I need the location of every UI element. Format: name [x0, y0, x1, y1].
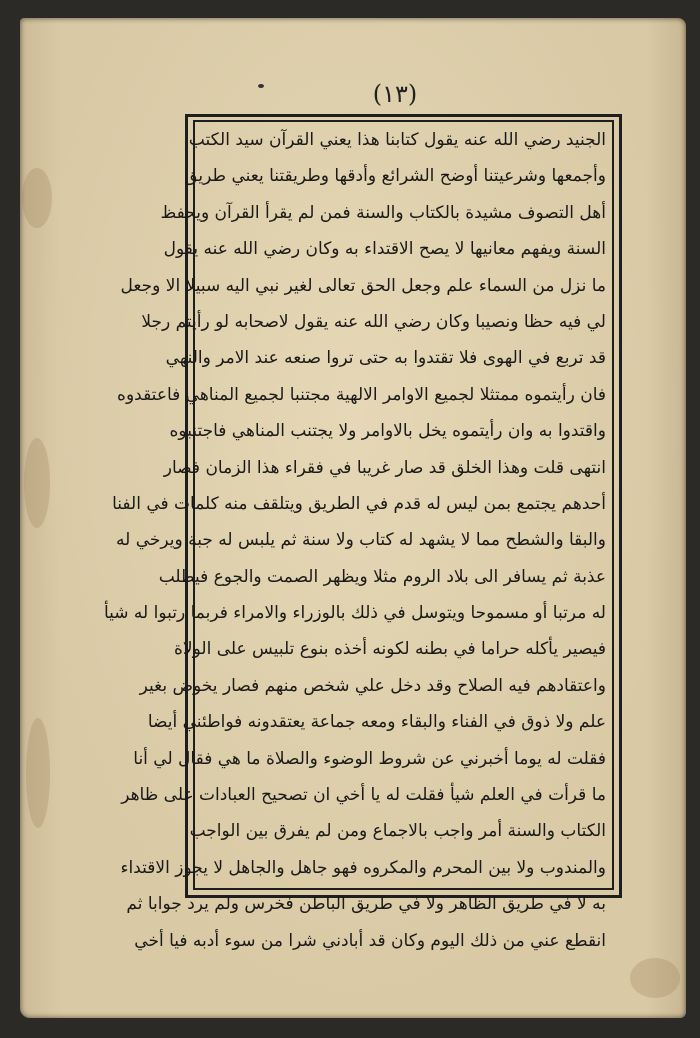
page-number: (١٣)	[372, 80, 418, 108]
text-line: فان رأيتموه ممتثلا لجميع الاوامر الالهية مجتنبا لجميع المناهي فاعتقدوه	[117, 384, 606, 405]
text-line: فيصير يأكله حراما في بطنه لكونه أخذه بنوع تلبيس على الولاة	[174, 639, 606, 660]
text-line: قد تربع في الهوى فلا تقتدوا به حتى تروا صنعه عند الامر والنهي	[165, 348, 606, 369]
text-line: به لا في طريق الظاهر ولا في طريق الباطن فخرس ولم يرد جوابا ثم	[126, 894, 606, 915]
text-line: علم ولا ذوق في الفناء والبقاء ومعه جماعة يعتقدونه فواطئني أيضا	[147, 712, 606, 733]
text-line: انقطع عني من ذلك اليوم وكان قد أبادني شرا من سوء أدبه فيا أخي	[134, 930, 606, 951]
text-line: ما نزل من السماء علم وجعل الحق تعالى لغير نبي اليه سبيلا الا وجعل	[120, 275, 606, 296]
body-text	[103, 122, 610, 951]
text-line: والبقا والشطح مما لا يشهد له كتاب ولا سنة ثم يلبس له جبة ويرخي له	[116, 530, 606, 551]
text-line: ما قرأت في العلم شيأ فقلت له يا أخي ان تصحيح العبادات على ظاهر	[121, 785, 606, 806]
text-line: الكتاب والسنة أمر واجب بالاجماع ومن لم يفرق بين الواجب	[189, 821, 606, 842]
text-line: أهل التصوف مشيدة بالكتاب والسنة فمن لم يقرأ القرآن ويحفظ	[160, 202, 606, 223]
text-line: عذبة ثم يسافر الى بلاد الروم مثلا ويظهر الصمت والجوع فيطلب	[158, 566, 606, 587]
text-line: لي فيه حظا ونصيبا وكان رضي الله عنه يقول لاصحابه لو رأيتم رجلا	[141, 311, 606, 332]
text-line: وأجمعها وشرعيتنا أوضح الشرائع وأدقها وطريقتنا يعني طريق	[184, 166, 606, 187]
text-line: والمندوب ولا بين المحرم والمكروه فهو جاهل والجاهل لا يجوز الاقتداء	[120, 857, 606, 878]
paper-stain	[630, 958, 680, 998]
text-line: واقتدوا به وان رأيتموه يخل بالاوامر ولا يجتنب المناهي فاجتنبوه	[169, 421, 606, 442]
paper-stain	[22, 168, 52, 228]
text-line: انتهى قلت وهذا الخلق قد صار غريبا في فقراء هذا الزمان فصار	[163, 457, 606, 478]
paper-stain	[24, 438, 50, 528]
text-line: له مرتبا أو مسموحا ويتوسل في ذلك بالوزراء والامراء فربما رتبوا له شيأ	[103, 603, 606, 624]
text-line: واعتقادهم فيه الصلاح وقد دخل علي شخص منهم فصار يخوض بغير	[139, 675, 606, 696]
text-line: الجنيد رضي الله عنه يقول كتابنا هذا يعني القرآن سيد الكتب	[188, 130, 606, 150]
ink-dot	[258, 84, 264, 88]
text-line: السنة ويفهم معانيها لا يصح الاقتداء به وكان رضي الله عنه يقول	[163, 239, 606, 260]
paper-stain	[26, 718, 50, 828]
text-line: أحدهم يجتمع بمن ليس له قدم في الطريق ويتلقف منه كلمات في الفنا	[112, 493, 606, 514]
text-line: فقلت له يوما أخبرني عن شروط الوضوء والصلاة ما هي فقال لي أنا	[133, 748, 606, 769]
